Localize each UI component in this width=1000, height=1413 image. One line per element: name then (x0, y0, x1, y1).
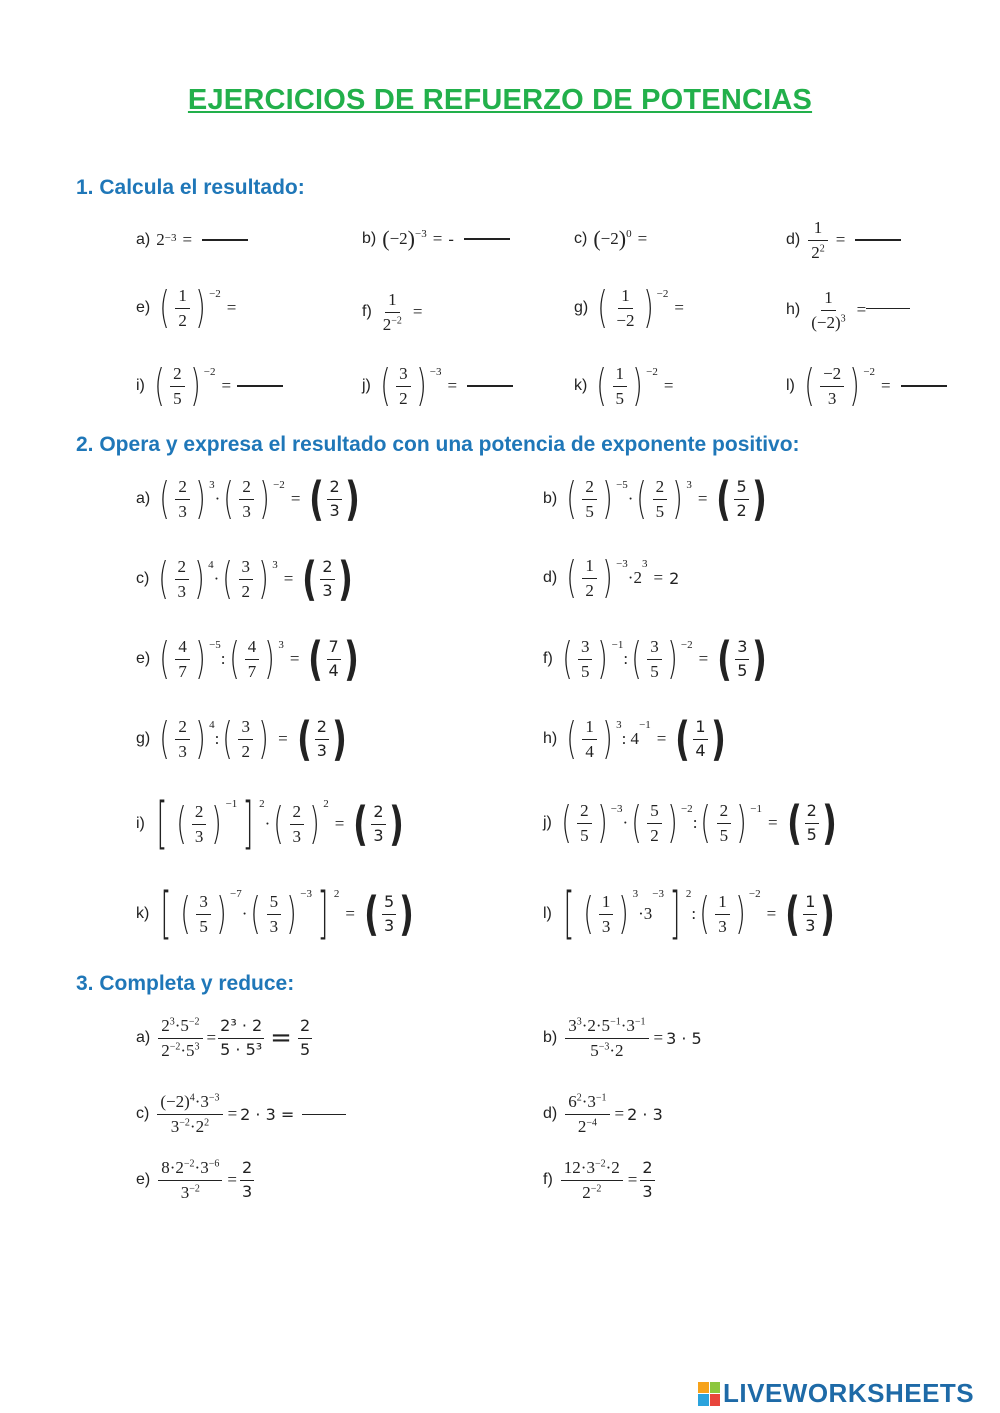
s1-item-b: b) ( −2 ) −3 = - (362, 226, 510, 252)
s2-item-b: b) ( $\frac{2}{5}$ ) −5 · ( $\frac{2}{5}$ ) 3 = ( 5 2 ) (543, 472, 767, 526)
s2-item-h: h) ( $\frac{1}{4}$ ) 3 : 4 −1 = ( 1 4 ) (543, 712, 726, 766)
logo-badge-icon (698, 1382, 720, 1406)
section-1-heading: 1. Calcula el resultado: (76, 176, 305, 199)
s3-item-d: d) $\frac{6^2\cdot 3^{-1}}{2^{-4}}$ = 2 · 3 (543, 1092, 663, 1136)
s2-item-c: c) ( $\frac{2}{3}$ ) 4 · ( $\frac{3}{2}$ ) 3 = ( 2 3 ) (136, 552, 353, 606)
s3-item-e: e) $\frac{8\cdot 2^{-2}\cdot 3^{-6}}{3^{-2}}$ = $\frac{2}{3}$ (136, 1158, 253, 1202)
s2-item-g: g) ( $\frac{2}{3}$ ) 4 : ( $\frac{3}{2}$ ) = ( 2 3 ) (136, 712, 347, 766)
s2-item-j: j) ( $\frac{2}{5}$ ) −3 · ( $\frac{5}{2}$ ) −2 : ( $\frac{2}{5}$ ) −1 = ( 2 5 ) (543, 796, 837, 850)
s2-item-d: d) ( $\frac{1}{2}$ ) −3 ·2 3 = 2 (543, 552, 680, 604)
s3-item-a: a) $\frac{2^3\cdot 5^{-2}}{2^{-2}\cdot 5^3}$ = $\frac{\text{2³ · 2}}{\text{5 · 5³}}$ = $\frac{2}{5}$ (136, 1016, 311, 1060)
s2-item-a: a) ( $\frac{2}{3}$ ) 3 · ( $\frac{2}{3}$ ) −2 = ( 2 3 ) (136, 472, 360, 526)
s1-item-f: f) $\frac{1}{2^{-2}}$ = (362, 290, 423, 334)
s2-item-f: f) ( $\frac{3}{5}$ ) −1 : ( $\frac{3}{5}$ ) −2 = ( 3 5 ) (543, 632, 768, 686)
s1-item-i: i) ( $\frac{2}{5}$ ) −2 = (136, 364, 283, 408)
section-3-heading: 3. Completa y reduce: (76, 972, 295, 995)
s1-item-g: g) ( $\frac{1}{-2}$ ) −2 = (574, 282, 684, 334)
answer-field[interactable] (467, 385, 513, 387)
s2-item-k: k) [ ( $\frac{3}{5}$ ) −7 · ( $\frac{5}{3}$ ) −3 ] 2 = ( 5 3 ) (136, 881, 415, 946)
section-2-heading: 2. Opera y expresa el resultado con una potencia de exponente positivo: (76, 433, 800, 456)
answer-field[interactable] (202, 239, 248, 241)
answer-field[interactable] (901, 385, 947, 387)
page-title: EJERCICIOS DE REFUERZO DE POTENCIAS (187, 84, 813, 116)
s2-item-l: l) [ ( $\frac{1}{3}$ ) 3 ·3 −3 ] 2 : ( $\frac{1}{3}$ ) −2 = ( 1 3 ) (543, 881, 836, 946)
s1-item-k: k) ( $\frac{1}{5}$ ) −2 = (574, 360, 674, 412)
s3-item-b: b) $\frac{3^3\cdot 2\cdot 5^{-1}\cdot 3^{-1}}{5^{-3}\cdot 2}$ = 3 · 5 (543, 1016, 702, 1060)
s3-item-f: f) $\frac{12\cdot 3^{-2}\cdot 2}{2^{-2}}$ = $\frac{2}{3}$ (543, 1158, 653, 1202)
liveworksheets-logo: LIVEWORKSHEETS (698, 1378, 974, 1409)
s3-item-c: c) $\frac{(-2)^4\cdot 3^{-3}}{3^{-2}\cdot 2^2}$ = 2 · 3 = (136, 1092, 346, 1136)
s1-item-d: d) $\frac{1}{2^2}$ = (786, 218, 901, 262)
s1-item-c: c) ( −2 ) 0 = (574, 226, 648, 251)
s2-item-e: e) ( $\frac{4}{7}$ ) −5 : ( $\frac{4}{7}$ ) 3 = ( 7 4 ) (136, 632, 359, 686)
s1-item-h: h) $\frac{1}{(-2)^3}$ = (786, 288, 910, 332)
answer-field[interactable] (866, 308, 910, 309)
answer-field[interactable] (464, 238, 510, 240)
s1-item-a: a) 2 −3 = (136, 230, 248, 250)
answer-field[interactable] (302, 1114, 346, 1115)
s1-item-e: e) ( $\frac{1}{2}$ ) −2 = (136, 282, 237, 334)
s1-item-l: l) ( $\frac{-2}{3}$ ) −2 = (786, 364, 947, 408)
answer-field[interactable] (855, 239, 901, 241)
answer-field[interactable] (237, 385, 283, 387)
s2-item-i: i) [ ( $\frac{2}{3}$ ) −1 ] 2 · ( $\frac{2}{3}$ ) 2 = ( 2 3 ) (136, 791, 404, 856)
s1-item-j: j) ( $\frac{3}{2}$ ) −3 = (362, 364, 513, 408)
